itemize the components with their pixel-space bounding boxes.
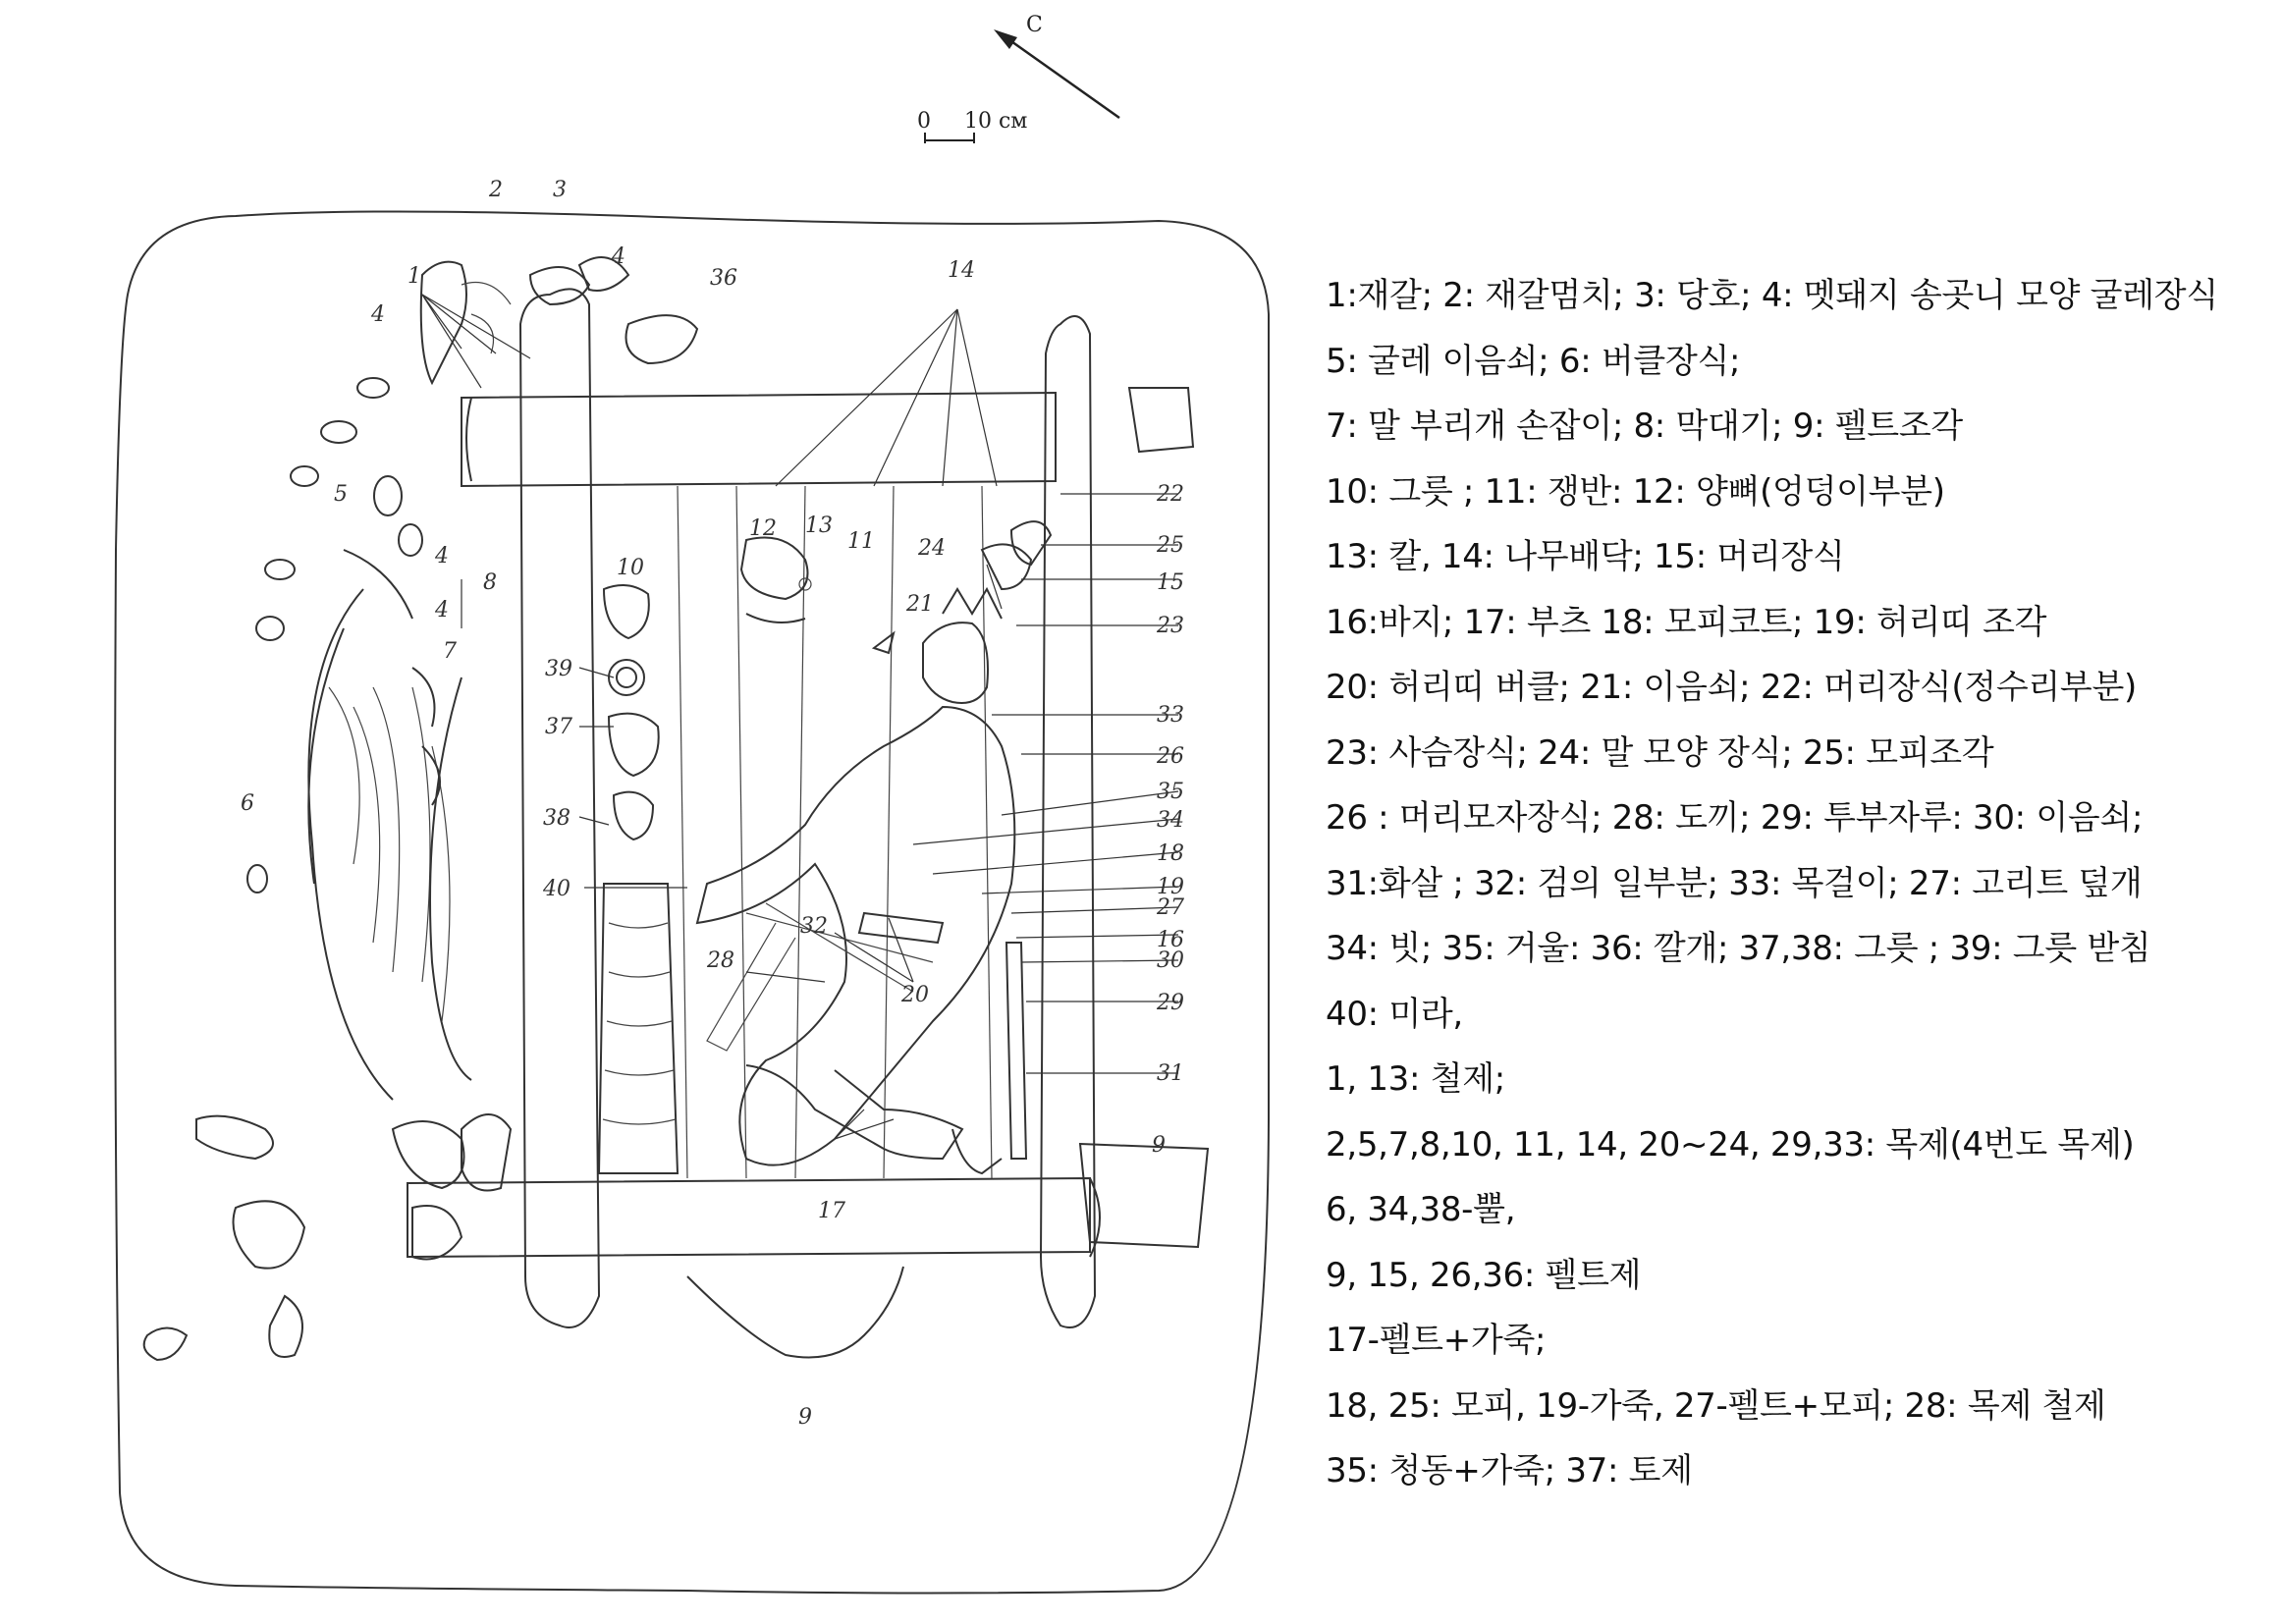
label-19: 19 [1157, 875, 1184, 899]
label-26: 26 [1157, 744, 1184, 769]
label-25: 25 [1157, 533, 1184, 558]
legend-line: 10: 그릇 ; 11: 쟁반: 12: 양뼈(엉덩이부분) [1326, 471, 1945, 512]
label-17: 17 [818, 1199, 845, 1223]
legend-line: 1, 13: 철제; [1326, 1059, 1505, 1099]
label-24: 24 [918, 536, 946, 561]
label-31: 31 [1157, 1061, 1184, 1086]
label-4-b: 4 [612, 244, 625, 269]
legend [1326, 263, 2268, 1504]
label-20: 20 [901, 983, 929, 1007]
label-35: 35 [1157, 780, 1184, 804]
legend-line: 26 : 머리모자장식; 28: 도끼; 29: 투부자루: 30: 이음쇠; [1326, 798, 2144, 838]
mummy [697, 521, 1051, 1173]
legend-line: 9, 15, 26,36: 펠트제 [1326, 1255, 1642, 1295]
legend-line: 7: 말 부리개 손잡이; 8: 막대기; 9: 펠트조각 [1326, 406, 1963, 446]
label-6: 6 [241, 791, 254, 816]
label-3: 3 [553, 178, 567, 202]
label-29: 29 [1157, 991, 1184, 1015]
legend-line: 17-펠트+가죽; [1326, 1321, 1547, 1360]
label-34: 34 [1157, 808, 1184, 833]
label-4-a: 4 [371, 302, 385, 327]
label-30: 30 [1157, 948, 1184, 973]
legend-line: 35: 청동+가죽; 37: 토제 [1326, 1451, 1693, 1490]
label-7: 7 [443, 639, 457, 664]
legend-line: 5: 굴레 이음쇠; 6: 버클장식; [1326, 341, 1741, 381]
label-15: 15 [1157, 570, 1184, 595]
label-39: 39 [545, 657, 572, 681]
label-4-c: 4 [435, 544, 449, 568]
label-13: 13 [805, 514, 833, 538]
label-16: 16 [1157, 928, 1184, 952]
label-10: 10 [617, 556, 644, 580]
label-21: 21 [906, 592, 934, 617]
legend-line: 2,5,7,8,10, 11, 14, 20~24, 29,33: 목제(4번도 목제) [1326, 1124, 2135, 1164]
label-23: 23 [1157, 614, 1184, 638]
legend-line: 34: 빗; 35: 거울: 36: 깔개; 37,38: 그릇 ; 39: 그릇 받침 [1326, 929, 2151, 968]
label-38: 38 [543, 806, 570, 831]
label-22: 22 [1157, 482, 1184, 507]
label-33: 33 [1157, 703, 1184, 728]
legend-line: 40: 미라, [1326, 994, 1463, 1034]
legend-line: 6, 34,38-뿔, [1326, 1190, 1516, 1229]
label-32: 32 [800, 914, 828, 939]
scale-zero: 0 [917, 109, 931, 134]
leader-lines [422, 295, 1178, 1139]
label-5: 5 [334, 482, 348, 507]
label-9-b: 9 [798, 1405, 812, 1430]
legend-line: 20: 허리띠 버클; 21: 이음쇠; 22: 머리장식(정수리부분) [1326, 668, 2137, 707]
scale-bar [917, 109, 1027, 143]
legend-line: 18, 25: 모피, 19-가죽, 27-펠트+모피; 28: 목제 철제 [1326, 1385, 2106, 1426]
vessels-column [599, 585, 678, 1173]
label-27: 27 [1157, 895, 1184, 920]
label-40: 40 [543, 877, 570, 901]
north-arrow [994, 13, 1119, 118]
scale-ten: 10 см [964, 109, 1028, 134]
legend-line: 31:화살 ; 32: 검의 일부분; 33: 목걸이; 27: 고리트 덮개 [1326, 863, 2143, 903]
label-11: 11 [847, 529, 875, 554]
pit-outline [115, 211, 1269, 1593]
legend-line: 13: 칼, 14: 나무배닥; 15: 머리장식 [1326, 537, 1845, 576]
log-frame [408, 289, 1208, 1357]
label-1: 1 [408, 264, 421, 289]
label-2: 2 [489, 178, 503, 202]
label-14: 14 [948, 258, 975, 283]
label-9-a: 9 [1152, 1133, 1166, 1158]
label-4-d: 4 [435, 598, 449, 623]
label-37: 37 [545, 715, 572, 739]
floor-planks [678, 486, 992, 1178]
legend-line: 23: 사슴장식; 24: 말 모양 장식; 25: 모피조각 [1326, 732, 1994, 773]
label-8: 8 [483, 570, 497, 595]
label-36: 36 [710, 266, 737, 291]
legend-line: 1:재갈; 2: 재갈멈치; 3: 당호; 4: 멧돼지 송곳니 모양 굴레장식 [1326, 276, 2218, 315]
north-label: C [1026, 13, 1043, 37]
label-28: 28 [707, 948, 734, 973]
legend-line: 16:바지; 17: 부츠 18: 모피코트; 19: 허리띠 조각 [1326, 602, 2047, 642]
label-18: 18 [1157, 841, 1184, 866]
label-12: 12 [749, 516, 777, 541]
